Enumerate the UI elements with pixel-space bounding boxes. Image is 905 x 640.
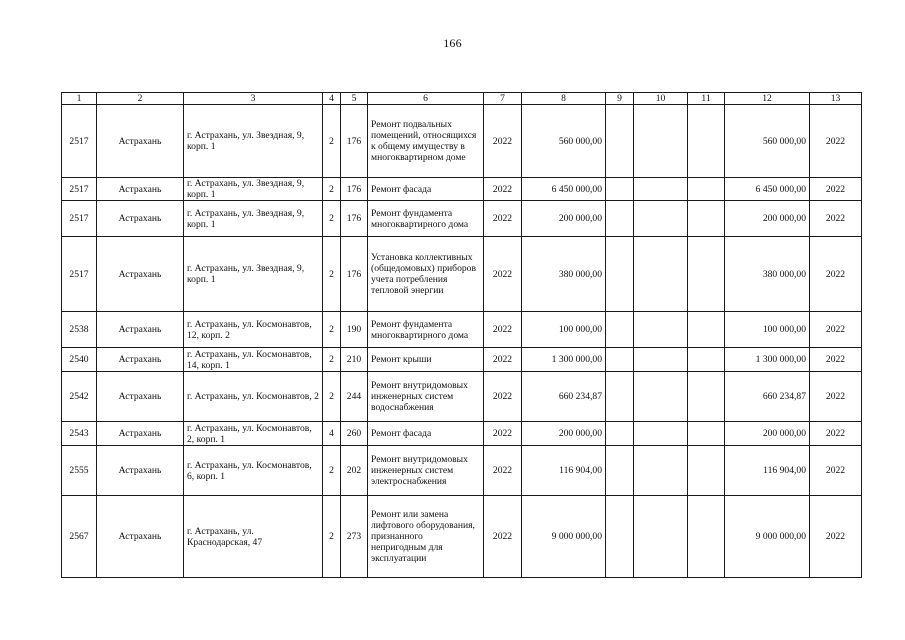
address-cell: г. Астрахань, ул. Звездная, 9, корп. 1 [184, 178, 323, 201]
work-type-cell: Ремонт фундамента многоквартирного дома [368, 312, 484, 348]
column-number-header: 6 [368, 93, 484, 105]
floors-cell: 2 [323, 105, 341, 178]
cost-cell: 380 000,00 [522, 237, 606, 312]
table-row [62, 348, 862, 372]
object-number-cell: 2540 [62, 348, 97, 372]
completion-year-cell: 2022 [810, 422, 862, 446]
empty-cell [634, 372, 688, 422]
column-number-header: 11 [688, 93, 725, 105]
apartments-cell: 273 [341, 496, 368, 578]
completion-year-cell: 2022 [810, 446, 862, 496]
column-number-header: 13 [810, 93, 862, 105]
year-cell: 2022 [484, 178, 522, 201]
column-number-header: 2 [97, 93, 184, 105]
total-cost-cell: 1 300 000,00 [725, 348, 810, 372]
address-cell: г. Астрахань, ул. Звездная, 9, корп. 1 [184, 237, 323, 312]
empty-cell [688, 348, 725, 372]
year-cell: 2022 [484, 496, 522, 578]
table-row [62, 496, 862, 578]
table-row [62, 237, 862, 312]
floors-cell: 2 [323, 237, 341, 312]
floors-cell: 2 [323, 496, 341, 578]
column-number-header: 1 [62, 93, 97, 105]
empty-cell [606, 178, 634, 201]
empty-cell [606, 348, 634, 372]
empty-cell [634, 312, 688, 348]
address-cell: г. Астрахань, ул. Звездная, 9, корп. 1 [184, 201, 323, 237]
page-number: 166 [443, 36, 462, 50]
total-cost-cell: 100 000,00 [725, 312, 810, 348]
empty-cell [634, 422, 688, 446]
completion-year-cell: 2022 [810, 201, 862, 237]
column-number-header: 9 [606, 93, 634, 105]
address-cell: г. Астрахань, ул. Космонавтов, 12, корп. 2 [184, 312, 323, 348]
work-type-cell: Ремонт внутридомовых инженерных систем водоснабжения [368, 372, 484, 422]
municipality-cell: Астрахань [97, 312, 184, 348]
year-cell: 2022 [484, 105, 522, 178]
completion-year-cell: 2022 [810, 312, 862, 348]
municipality-cell: Астрахань [97, 105, 184, 178]
empty-cell [688, 372, 725, 422]
column-number-header: 7 [484, 93, 522, 105]
completion-year-cell: 2022 [810, 237, 862, 312]
column-number-header: 12 [725, 93, 810, 105]
municipality-cell: Астрахань [97, 237, 184, 312]
apartments-cell: 210 [341, 348, 368, 372]
object-number-cell: 2555 [62, 446, 97, 496]
floors-cell: 2 [323, 348, 341, 372]
capital-repair-table [61, 92, 862, 578]
empty-cell [634, 201, 688, 237]
year-cell: 2022 [484, 446, 522, 496]
column-number-header: 3 [184, 93, 323, 105]
municipality-cell: Астрахань [97, 446, 184, 496]
address-cell: г. Астрахань, ул. Космонавтов, 2, корп. 1 [184, 422, 323, 446]
table-row [62, 178, 862, 201]
municipality-cell: Астрахань [97, 372, 184, 422]
year-cell: 2022 [484, 312, 522, 348]
cost-cell: 6 450 000,00 [522, 178, 606, 201]
year-cell: 2022 [484, 237, 522, 312]
total-cost-cell: 9 000 000,00 [725, 496, 810, 578]
cost-cell: 200 000,00 [522, 422, 606, 446]
empty-cell [606, 105, 634, 178]
cost-cell: 1 300 000,00 [522, 348, 606, 372]
year-cell: 2022 [484, 201, 522, 237]
object-number-cell: 2543 [62, 422, 97, 446]
empty-cell [634, 496, 688, 578]
empty-cell [688, 422, 725, 446]
empty-cell [634, 237, 688, 312]
address-cell: г. Астрахань, ул. Космонавтов, 2 [184, 372, 323, 422]
total-cost-cell: 660 234,87 [725, 372, 810, 422]
floors-cell: 2 [323, 372, 341, 422]
apartments-cell: 202 [341, 446, 368, 496]
floors-cell: 2 [323, 178, 341, 201]
empty-cell [606, 201, 634, 237]
completion-year-cell: 2022 [810, 348, 862, 372]
table-row [62, 372, 862, 422]
empty-cell [606, 496, 634, 578]
cost-cell: 660 234,87 [522, 372, 606, 422]
cost-cell: 560 000,00 [522, 105, 606, 178]
municipality-cell: Астрахань [97, 348, 184, 372]
object-number-cell: 2517 [62, 201, 97, 237]
total-cost-cell: 116 904,00 [725, 446, 810, 496]
floors-cell: 2 [323, 201, 341, 237]
column-number-header: 4 [323, 93, 341, 105]
table-row [62, 201, 862, 237]
municipality-cell: Астрахань [97, 496, 184, 578]
empty-cell [634, 348, 688, 372]
work-type-cell: Ремонт внутридомовых инженерных систем электроснабжения [368, 446, 484, 496]
cost-cell: 200 000,00 [522, 201, 606, 237]
object-number-cell: 2567 [62, 496, 97, 578]
table-row [62, 446, 862, 496]
address-cell: г. Астрахань, ул. Космонавтов, 6, корп. 1 [184, 446, 323, 496]
total-cost-cell: 200 000,00 [725, 422, 810, 446]
object-number-cell: 2517 [62, 178, 97, 201]
address-cell: г. Астрахань, ул. Звездная, 9, корп. 1 [184, 105, 323, 178]
table-row [62, 105, 862, 178]
total-cost-cell: 560 000,00 [725, 105, 810, 178]
municipality-cell: Астрахань [97, 178, 184, 201]
apartments-cell: 190 [341, 312, 368, 348]
empty-cell [634, 178, 688, 201]
completion-year-cell: 2022 [810, 105, 862, 178]
empty-cell [634, 105, 688, 178]
work-type-cell: Ремонт подвальных помещений, относящихся к общему имуществу в многоквартирном доме [368, 105, 484, 178]
work-type-cell: Ремонт фундамента многоквартирного дома [368, 201, 484, 237]
empty-cell [688, 105, 725, 178]
empty-cell [688, 312, 725, 348]
empty-cell [688, 201, 725, 237]
apartments-cell: 244 [341, 372, 368, 422]
completion-year-cell: 2022 [810, 496, 862, 578]
municipality-cell: Астрахань [97, 201, 184, 237]
floors-cell: 2 [323, 446, 341, 496]
year-cell: 2022 [484, 422, 522, 446]
empty-cell [606, 372, 634, 422]
total-cost-cell: 380 000,00 [725, 237, 810, 312]
empty-cell [688, 446, 725, 496]
apartments-cell: 176 [341, 105, 368, 178]
column-number-header: 5 [341, 93, 368, 105]
empty-cell [688, 237, 725, 312]
work-type-cell: Ремонт крыши [368, 348, 484, 372]
year-cell: 2022 [484, 348, 522, 372]
table-row [62, 312, 862, 348]
empty-cell [688, 178, 725, 201]
empty-cell [606, 312, 634, 348]
object-number-cell: 2542 [62, 372, 97, 422]
floors-cell: 4 [323, 422, 341, 446]
address-cell: г. Астрахань, ул. Краснодарская, 47 [184, 496, 323, 578]
cost-cell: 116 904,00 [522, 446, 606, 496]
empty-cell [688, 496, 725, 578]
table-body [62, 105, 862, 578]
apartments-cell: 176 [341, 237, 368, 312]
floors-cell: 2 [323, 312, 341, 348]
empty-cell [606, 422, 634, 446]
year-cell: 2022 [484, 372, 522, 422]
column-number-header: 10 [634, 93, 688, 105]
table-row [62, 422, 862, 446]
work-type-cell: Ремонт фасада [368, 422, 484, 446]
column-number-row [62, 93, 862, 105]
object-number-cell: 2517 [62, 105, 97, 178]
apartments-cell: 176 [341, 178, 368, 201]
total-cost-cell: 6 450 000,00 [725, 178, 810, 201]
work-type-cell: Установка коллективных (общедомовых) приборов учета потребления тепловой энергии [368, 237, 484, 312]
column-number-header: 8 [522, 93, 606, 105]
completion-year-cell: 2022 [810, 372, 862, 422]
cost-cell: 100 000,00 [522, 312, 606, 348]
cost-cell: 9 000 000,00 [522, 496, 606, 578]
municipality-cell: Астрахань [97, 422, 184, 446]
apartments-cell: 176 [341, 201, 368, 237]
work-type-cell: Ремонт или замена лифтового оборудования, признанного непригодным для эксплуатации [368, 496, 484, 578]
empty-cell [606, 446, 634, 496]
empty-cell [634, 446, 688, 496]
object-number-cell: 2538 [62, 312, 97, 348]
object-number-cell: 2517 [62, 237, 97, 312]
completion-year-cell: 2022 [810, 178, 862, 201]
address-cell: г. Астрахань, ул. Космонавтов, 14, корп. 1 [184, 348, 323, 372]
apartments-cell: 260 [341, 422, 368, 446]
total-cost-cell: 200 000,00 [725, 201, 810, 237]
empty-cell [606, 237, 634, 312]
work-type-cell: Ремонт фасада [368, 178, 484, 201]
